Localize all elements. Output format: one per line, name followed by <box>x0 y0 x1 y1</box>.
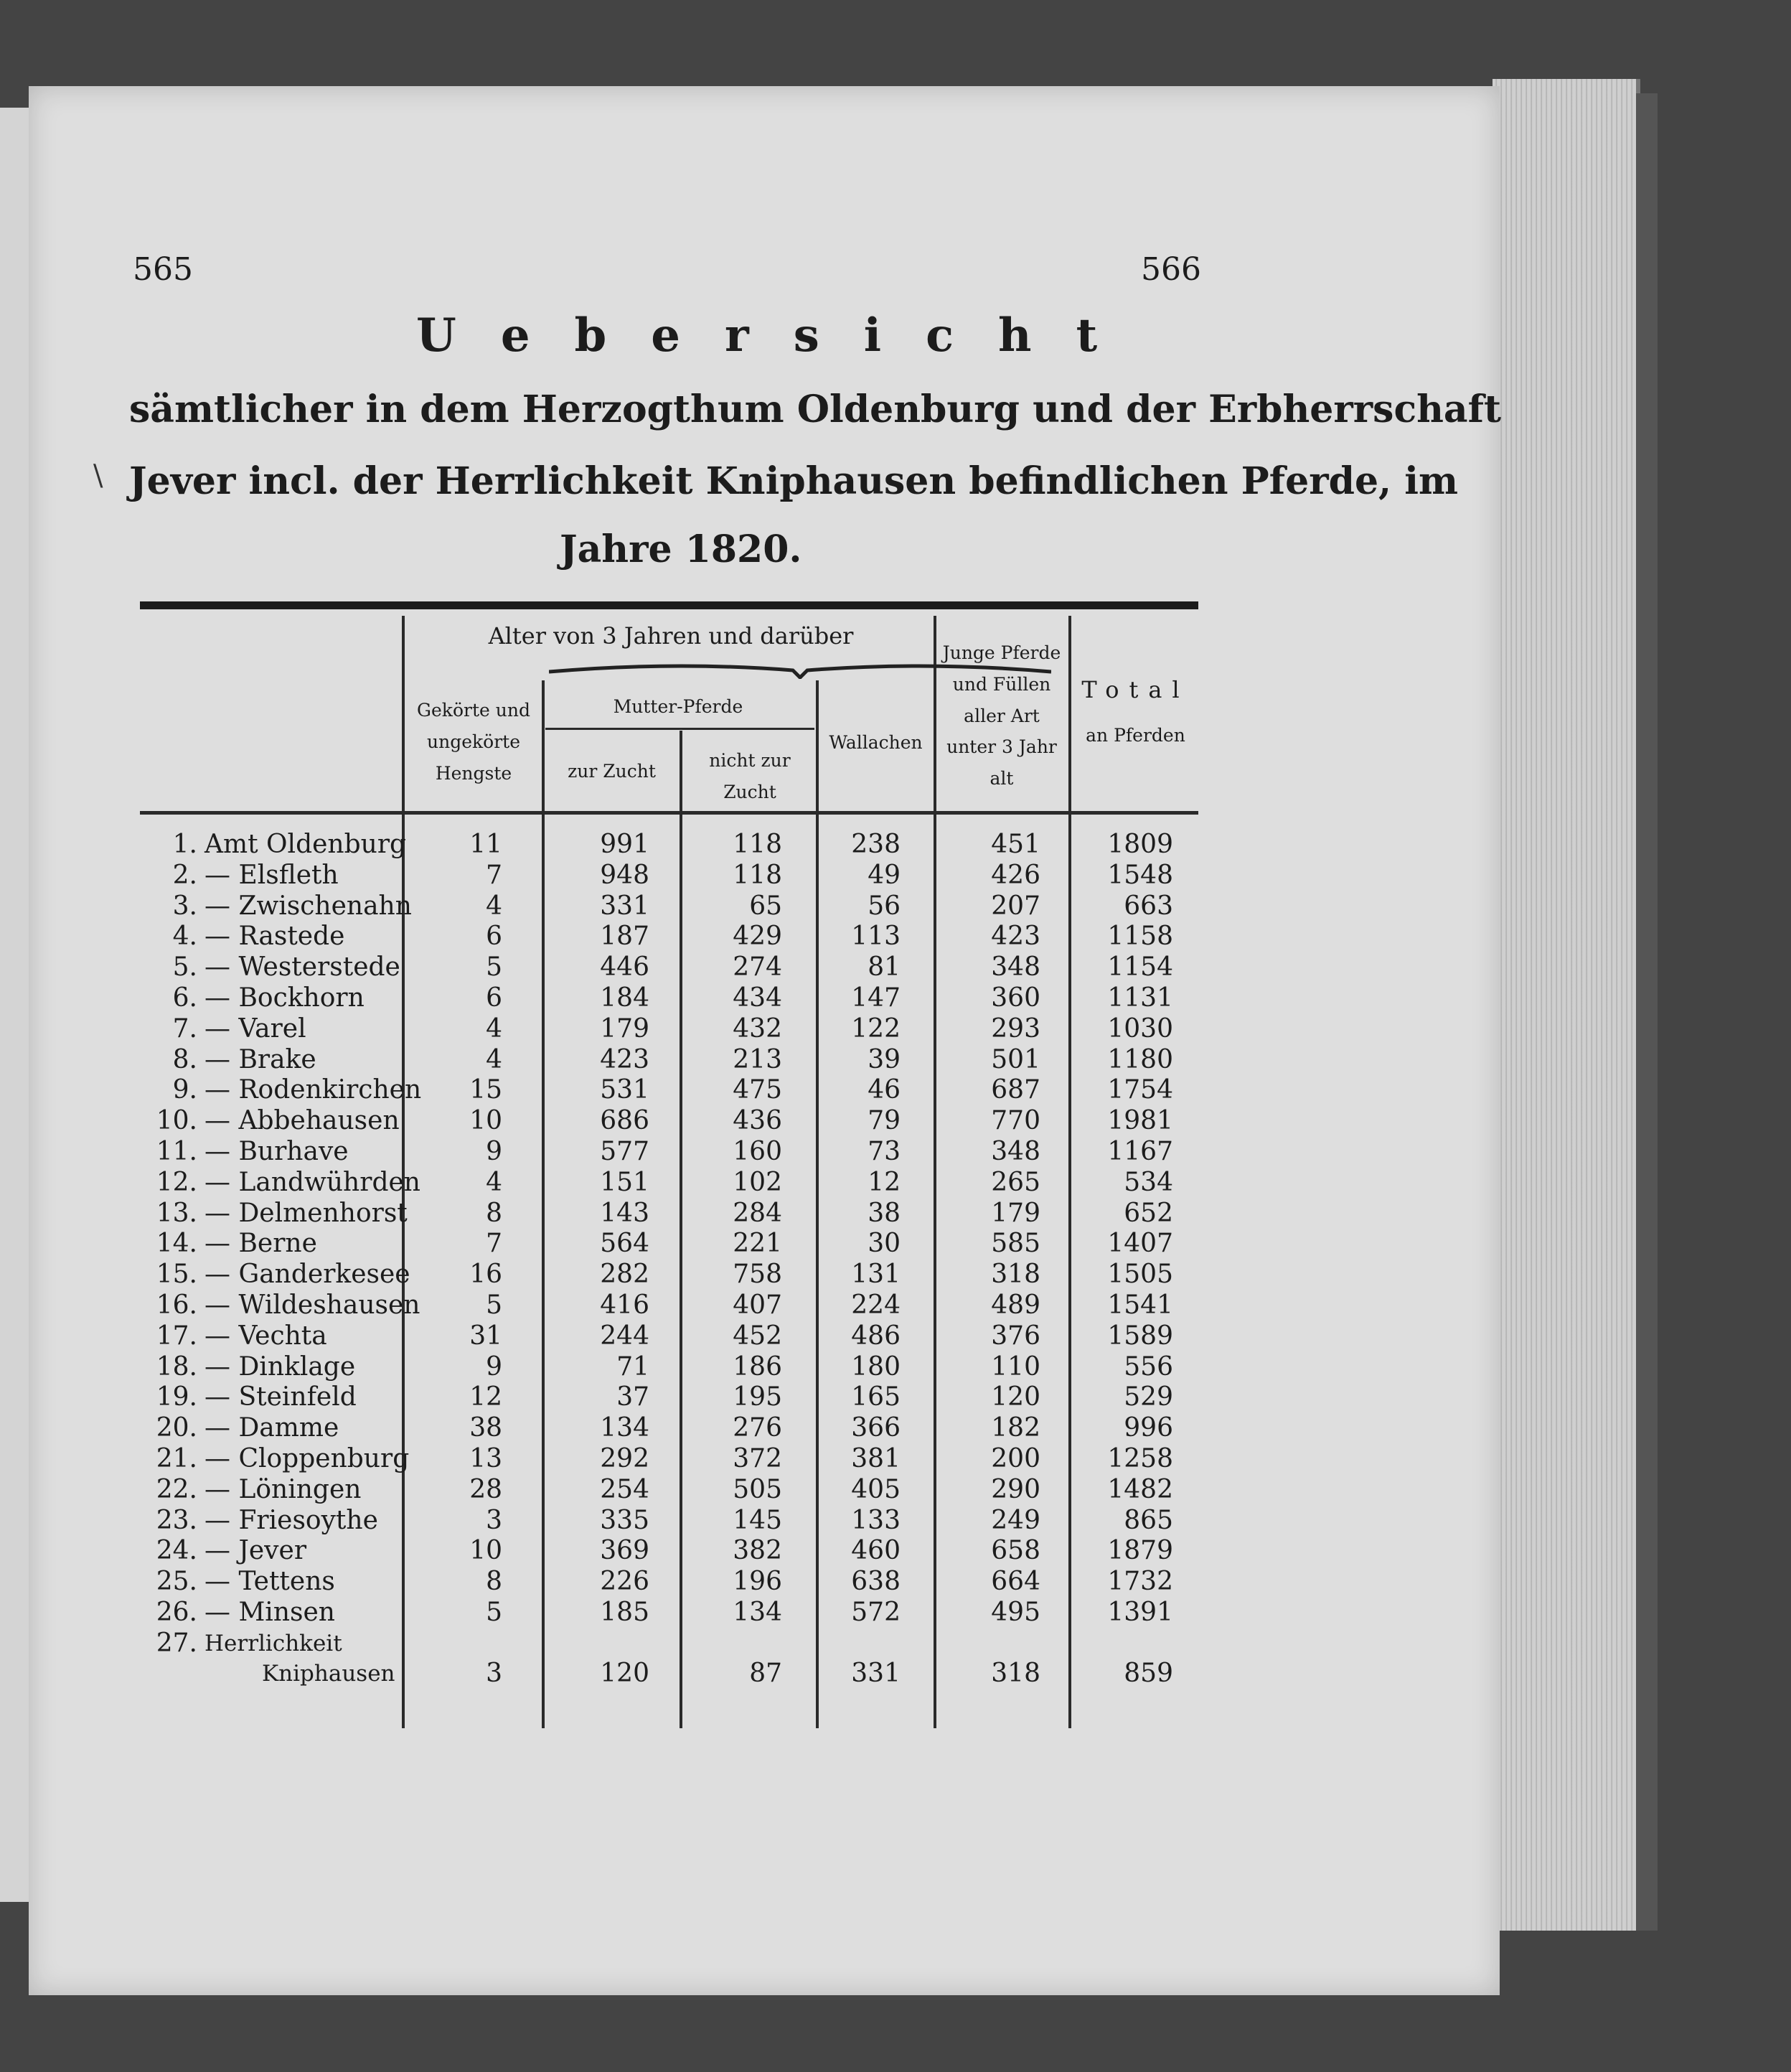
cell-nicht-zur-zucht: 160 <box>733 1137 782 1166</box>
cell-wallachen: 224 <box>851 1290 901 1320</box>
row-district-name: — Varel <box>205 1013 306 1044</box>
cell-zur-zucht: 331 <box>600 891 649 921</box>
cell-hengste: 6 <box>486 922 502 952</box>
table-row <box>140 1444 1198 1474</box>
cell-hengste: 7 <box>486 860 502 890</box>
cell-wallachen: 180 <box>851 1351 901 1382</box>
cell-zur-zucht: 71 <box>616 1351 649 1382</box>
cell-wallachen: 381 <box>851 1444 901 1473</box>
cell-junge-pferde: 423 <box>991 922 1040 952</box>
cell-wallachen: 30 <box>868 1229 901 1259</box>
cell-wallachen: 486 <box>851 1321 901 1351</box>
row-district-name: — Landwührden <box>205 1167 420 1197</box>
row-district-name: — Steinfeld <box>205 1382 357 1412</box>
row-number: 8. <box>172 1044 197 1074</box>
cell-zur-zucht: 446 <box>600 952 649 983</box>
row-number: 3. <box>172 891 197 921</box>
row-district-name: Amt Oldenburg <box>205 830 407 859</box>
cell-total: 1167 <box>1107 1137 1173 1166</box>
table-row <box>140 1506 1198 1536</box>
row-district-name: — Cloppenburg <box>205 1444 410 1473</box>
row-number: 1. <box>172 830 197 859</box>
cell-hengste: 9 <box>486 1351 502 1382</box>
cell-hengste: 5 <box>486 952 502 983</box>
cell-junge-pferde: 664 <box>991 1567 1040 1597</box>
cell-junge-pferde: 687 <box>991 1075 1040 1105</box>
cell-total: 556 <box>1124 1351 1173 1382</box>
cell-hengste: 9 <box>486 1137 502 1166</box>
cell-wallachen: 366 <box>851 1413 901 1443</box>
cell-total: 1180 <box>1107 1044 1173 1074</box>
table-row <box>140 1045 1198 1075</box>
cell-total: 534 <box>1124 1167 1173 1197</box>
cell-total: 652 <box>1124 1198 1173 1228</box>
cell-hengste: 7 <box>486 1229 502 1259</box>
row-district-name: — Rodenkirchen <box>205 1075 422 1105</box>
row-number: 5. <box>172 952 197 983</box>
cell-hengste: 28 <box>469 1474 502 1504</box>
header-wallachen: Wallachen <box>829 732 923 753</box>
table-row <box>140 1168 1198 1198</box>
cell-wallachen: 39 <box>868 1044 901 1074</box>
row-number: 16. <box>156 1290 197 1320</box>
cell-total: 1809 <box>1107 830 1173 859</box>
cell-zur-zucht: 416 <box>600 1290 649 1320</box>
cell-junge-pferde: 451 <box>991 830 1040 859</box>
table-row <box>140 1137 1198 1167</box>
cell-junge-pferde: 179 <box>991 1198 1040 1228</box>
cell-junge-pferde: 426 <box>991 860 1040 890</box>
table-row <box>140 1260 1198 1290</box>
cell-wallachen: 572 <box>851 1598 901 1627</box>
book-page-edges <box>1492 79 1640 1931</box>
cell-junge-pferde: 318 <box>991 1260 1040 1290</box>
cell-hengste: 15 <box>469 1075 502 1105</box>
row-district-name: — Minsen <box>205 1598 335 1627</box>
cell-hengste: 3 <box>486 1658 502 1688</box>
table-row <box>140 1075 1198 1105</box>
row-number: 13. <box>156 1198 197 1228</box>
cell-hengste: 10 <box>469 1536 502 1566</box>
cell-wallachen: 165 <box>851 1382 901 1412</box>
cell-total: 1732 <box>1107 1567 1173 1597</box>
row-district-name: — Brake <box>205 1044 316 1074</box>
table-row <box>140 1475 1198 1505</box>
header-zur-zucht: zur Zucht <box>568 761 656 782</box>
group-header: Alter von 3 Jahren und darüber <box>488 622 854 650</box>
cell-junge-pferde: 200 <box>991 1444 1040 1473</box>
header-junge-pferde: Junge Pferde und Füllen aller Art unter 3 Jahr alt <box>942 642 1061 789</box>
cell-wallachen: 73 <box>868 1137 901 1166</box>
cell-wallachen: 49 <box>868 860 901 890</box>
cell-total: 1482 <box>1107 1474 1173 1504</box>
cell-nicht-zur-zucht: 65 <box>749 891 782 921</box>
cell-nicht-zur-zucht: 118 <box>733 830 782 859</box>
cell-zur-zucht: 423 <box>600 1044 649 1074</box>
row-number: 10. <box>156 1106 197 1136</box>
cell-hengste: 4 <box>486 1044 502 1074</box>
facing-page-edge <box>0 108 31 1902</box>
cell-zur-zucht: 564 <box>600 1229 649 1259</box>
cell-wallachen: 12 <box>868 1167 901 1197</box>
table-row <box>140 1536 1198 1566</box>
cell-wallachen: 79 <box>868 1106 901 1136</box>
cell-total: 529 <box>1124 1382 1173 1412</box>
cell-zur-zucht: 292 <box>600 1444 649 1473</box>
cell-wallachen: 46 <box>868 1075 901 1105</box>
cell-zur-zucht: 187 <box>600 922 649 952</box>
table-row <box>140 891 1198 922</box>
row-number: 21. <box>156 1444 197 1473</box>
cell-zur-zucht: 335 <box>600 1505 649 1535</box>
cell-hengste: 8 <box>486 1198 502 1228</box>
cell-total: 859 <box>1124 1658 1173 1688</box>
cell-wallachen: 131 <box>851 1260 901 1290</box>
cell-nicht-zur-zucht: 274 <box>733 952 782 983</box>
cell-hengste: 11 <box>469 830 502 859</box>
cell-nicht-zur-zucht: 432 <box>733 1013 782 1044</box>
mutter-underline <box>545 728 814 730</box>
cell-nicht-zur-zucht: 452 <box>733 1321 782 1351</box>
cell-wallachen: 122 <box>851 1013 901 1044</box>
cell-zur-zucht: 185 <box>600 1598 649 1627</box>
page-number-left: 565 <box>133 251 193 288</box>
row-district-name: — Abbehausen <box>205 1106 400 1136</box>
cell-wallachen: 331 <box>851 1658 901 1688</box>
subtitle-line-1: sämtlicher in dem Herzogthum Oldenburg und der Erbherrschaft <box>129 388 1501 431</box>
row-district-name: — Ganderkesee <box>205 1260 410 1290</box>
cell-wallachen: 460 <box>851 1536 901 1566</box>
row-number: 7. <box>172 1013 197 1044</box>
cell-zur-zucht: 226 <box>600 1567 649 1597</box>
cell-nicht-zur-zucht: 284 <box>733 1198 782 1228</box>
cell-wallachen: 238 <box>851 830 901 859</box>
row-district-name: — Delmenhorst <box>205 1198 408 1228</box>
cell-zur-zucht: 179 <box>600 1013 649 1044</box>
table-row <box>140 861 1198 891</box>
cell-zur-zucht: 151 <box>600 1167 649 1197</box>
cell-total: 865 <box>1124 1505 1173 1535</box>
row-district-name: — Rastede <box>205 922 345 952</box>
cell-total: 1131 <box>1107 983 1173 1013</box>
row-number: 17. <box>156 1321 197 1351</box>
table-row <box>140 1199 1198 1229</box>
cell-nicht-zur-zucht: 475 <box>733 1075 782 1105</box>
cell-wallachen: 405 <box>851 1474 901 1504</box>
table-row <box>140 1382 1198 1412</box>
row-number: 6. <box>172 983 197 1013</box>
table-row <box>140 1628 1198 1688</box>
subtitle-line-2: Jever incl. der Herrlichkeit Kniphausen befindlichen Pferde, im <box>129 459 1459 503</box>
row-number: 25. <box>156 1567 197 1597</box>
table-row <box>140 983 1198 1013</box>
cell-nicht-zur-zucht: 382 <box>733 1536 782 1566</box>
table-row <box>140 1106 1198 1136</box>
cell-hengste: 8 <box>486 1567 502 1597</box>
cell-hengste: 5 <box>486 1598 502 1627</box>
cell-nicht-zur-zucht: 118 <box>733 860 782 890</box>
table-row <box>140 1567 1198 1597</box>
cell-junge-pferde: 293 <box>991 1013 1040 1044</box>
table-row <box>140 1014 1198 1044</box>
row-district-name: — Löningen <box>205 1474 362 1504</box>
row-district-name: — Damme <box>205 1413 339 1443</box>
cell-wallachen: 638 <box>851 1567 901 1597</box>
cell-hengste: 6 <box>486 983 502 1013</box>
cell-nicht-zur-zucht: 372 <box>733 1444 782 1473</box>
row-number: 19. <box>156 1382 197 1412</box>
cell-total: 1258 <box>1107 1444 1173 1473</box>
cell-zur-zucht: 254 <box>600 1474 649 1504</box>
cell-junge-pferde: 489 <box>991 1290 1040 1320</box>
cell-total: 1407 <box>1107 1229 1173 1259</box>
cell-zur-zucht: 244 <box>600 1321 649 1351</box>
cell-wallachen: 81 <box>868 952 901 983</box>
cell-junge-pferde: 376 <box>991 1321 1040 1351</box>
cell-nicht-zur-zucht: 213 <box>733 1044 782 1074</box>
table-row <box>140 952 1198 983</box>
cell-nicht-zur-zucht: 221 <box>733 1229 782 1259</box>
row-number: 22. <box>156 1474 197 1504</box>
cell-junge-pferde: 207 <box>991 891 1040 921</box>
page-number-right: 566 <box>1141 251 1201 288</box>
table-top-rule <box>140 601 1198 609</box>
row-number: 11. <box>156 1137 197 1166</box>
row-district-name: — Westerstede <box>205 952 400 983</box>
table-row <box>140 1352 1198 1382</box>
cell-total: 1391 <box>1107 1598 1173 1627</box>
cell-total: 1541 <box>1107 1290 1173 1320</box>
cell-nicht-zur-zucht: 758 <box>733 1260 782 1290</box>
cell-nicht-zur-zucht: 87 <box>749 1658 782 1688</box>
row-number: 27. <box>156 1628 197 1658</box>
cell-zur-zucht: 531 <box>600 1075 649 1105</box>
row-district-name: — Bockhorn <box>205 983 365 1013</box>
table-row <box>140 1321 1198 1351</box>
table-row <box>140 1598 1198 1628</box>
row-number: 9. <box>172 1075 197 1105</box>
cell-junge-pferde: 585 <box>991 1229 1040 1259</box>
cell-hengste: 3 <box>486 1505 502 1535</box>
cell-zur-zucht: 37 <box>616 1382 649 1412</box>
row-district-name: — Elsfleth <box>205 860 339 890</box>
cell-zur-zucht: 577 <box>600 1137 649 1166</box>
row-number: 2. <box>172 860 197 890</box>
row-number: 14. <box>156 1229 197 1259</box>
row-district-name: — Friesoythe <box>205 1505 378 1535</box>
row-number: 4. <box>172 922 197 952</box>
cell-nicht-zur-zucht: 102 <box>733 1167 782 1197</box>
cell-total: 1981 <box>1107 1106 1173 1136</box>
cell-nicht-zur-zucht: 434 <box>733 983 782 1013</box>
cell-zur-zucht: 134 <box>600 1413 649 1443</box>
cell-zur-zucht: 991 <box>600 830 649 859</box>
row-number: 15. <box>156 1260 197 1290</box>
table-row <box>140 830 1198 860</box>
cell-nicht-zur-zucht: 436 <box>733 1106 782 1136</box>
cell-junge-pferde: 318 <box>991 1658 1040 1688</box>
cell-junge-pferde: 110 <box>991 1351 1040 1382</box>
cell-junge-pferde: 770 <box>991 1106 1040 1136</box>
row-district-name: — Jever <box>205 1536 307 1566</box>
cell-zur-zucht: 948 <box>600 860 649 890</box>
row-number: 12. <box>156 1167 197 1197</box>
cell-junge-pferde: 360 <box>991 983 1040 1013</box>
header-nicht-zur-zucht: nicht zur Zucht <box>709 750 791 802</box>
subtitle-line-3: Jahre 1820. <box>560 528 802 571</box>
cell-junge-pferde: 120 <box>991 1382 1040 1412</box>
cell-hengste: 4 <box>486 1167 502 1197</box>
cell-wallachen: 133 <box>851 1505 901 1535</box>
row-number: 20. <box>156 1413 197 1443</box>
cell-total: 996 <box>1124 1413 1173 1443</box>
cell-total: 1030 <box>1107 1013 1173 1044</box>
row-district-name: — Tettens <box>205 1567 335 1597</box>
cell-hengste: 5 <box>486 1290 502 1320</box>
table-row <box>140 922 1198 952</box>
cell-hengste: 13 <box>469 1444 502 1473</box>
table-row <box>140 1229 1198 1259</box>
cell-nicht-zur-zucht: 407 <box>733 1290 782 1320</box>
row-number: 18. <box>156 1351 197 1382</box>
cell-nicht-zur-zucht: 429 <box>733 922 782 952</box>
cell-zur-zucht: 282 <box>600 1260 649 1290</box>
cell-hengste: 4 <box>486 1013 502 1044</box>
cell-nicht-zur-zucht: 196 <box>733 1567 782 1597</box>
cell-hengste: 38 <box>469 1413 502 1443</box>
cell-junge-pferde: 290 <box>991 1474 1040 1504</box>
cell-junge-pferde: 182 <box>991 1413 1040 1443</box>
cell-wallachen: 38 <box>868 1198 901 1228</box>
header-total: Total <box>1081 676 1190 703</box>
table-row <box>140 1413 1198 1443</box>
cell-nicht-zur-zucht: 145 <box>733 1505 782 1535</box>
cell-nicht-zur-zucht: 276 <box>733 1413 782 1443</box>
cell-nicht-zur-zucht: 186 <box>733 1351 782 1382</box>
cell-zur-zucht: 369 <box>600 1536 649 1566</box>
header-mutter-pferde: Mutter-Pferde <box>613 696 743 717</box>
cell-junge-pferde: 495 <box>991 1598 1040 1627</box>
row-district-name: — Burhave <box>205 1137 349 1166</box>
header-hengste: Gekörte und ungekörte Hengste <box>417 700 530 784</box>
cell-zur-zucht: 143 <box>600 1198 649 1228</box>
row-district-name: Herrlichkeit Kniphausen <box>205 1630 395 1687</box>
cell-total: 1548 <box>1107 860 1173 890</box>
cell-hengste: 16 <box>469 1260 502 1290</box>
row-number: 24. <box>156 1536 197 1566</box>
cell-junge-pferde: 348 <box>991 952 1040 983</box>
cell-total: 1879 <box>1107 1536 1173 1566</box>
row-district-name: — Wildeshausen <box>205 1290 420 1320</box>
row-district-name: — Dinklage <box>205 1351 356 1382</box>
cell-nicht-zur-zucht: 195 <box>733 1382 782 1412</box>
cell-zur-zucht: 686 <box>600 1106 649 1136</box>
cell-total: 1589 <box>1107 1321 1173 1351</box>
cell-nicht-zur-zucht: 505 <box>733 1474 782 1504</box>
cell-total: 1158 <box>1107 922 1173 952</box>
cell-total: 1505 <box>1107 1260 1173 1290</box>
row-number: 26. <box>156 1598 197 1627</box>
cell-hengste: 10 <box>469 1106 502 1136</box>
book-edge-shadow <box>1636 93 1658 1931</box>
cell-total: 663 <box>1124 891 1173 921</box>
cell-junge-pferde: 658 <box>991 1536 1040 1566</box>
cell-hengste: 4 <box>486 891 502 921</box>
cell-junge-pferde: 501 <box>991 1044 1040 1074</box>
table-row <box>140 1290 1198 1321</box>
row-district-name: — Zwischenahn <box>205 891 412 921</box>
table-header-rule <box>140 811 1198 815</box>
cell-junge-pferde: 348 <box>991 1137 1040 1166</box>
row-district-name: — Berne <box>205 1229 317 1259</box>
cell-zur-zucht: 184 <box>600 983 649 1013</box>
row-number: 23. <box>156 1505 197 1535</box>
cell-wallachen: 113 <box>851 922 901 952</box>
pencil-mark-icon: \ <box>93 459 103 492</box>
cell-hengste: 31 <box>469 1321 502 1351</box>
cell-wallachen: 147 <box>851 983 901 1013</box>
page-title: Uebersicht <box>416 309 1142 362</box>
header-total-sub: an Pferden <box>1086 725 1185 746</box>
cell-junge-pferde: 249 <box>991 1505 1040 1535</box>
cell-total: 1754 <box>1107 1075 1173 1105</box>
row-district-name: — Vechta <box>205 1321 327 1351</box>
cell-junge-pferde: 265 <box>991 1167 1040 1197</box>
cell-total: 1154 <box>1107 952 1173 983</box>
cell-nicht-zur-zucht: 134 <box>733 1598 782 1627</box>
cell-zur-zucht: 120 <box>600 1658 649 1688</box>
cell-wallachen: 56 <box>868 891 901 921</box>
cell-hengste: 12 <box>469 1382 502 1412</box>
